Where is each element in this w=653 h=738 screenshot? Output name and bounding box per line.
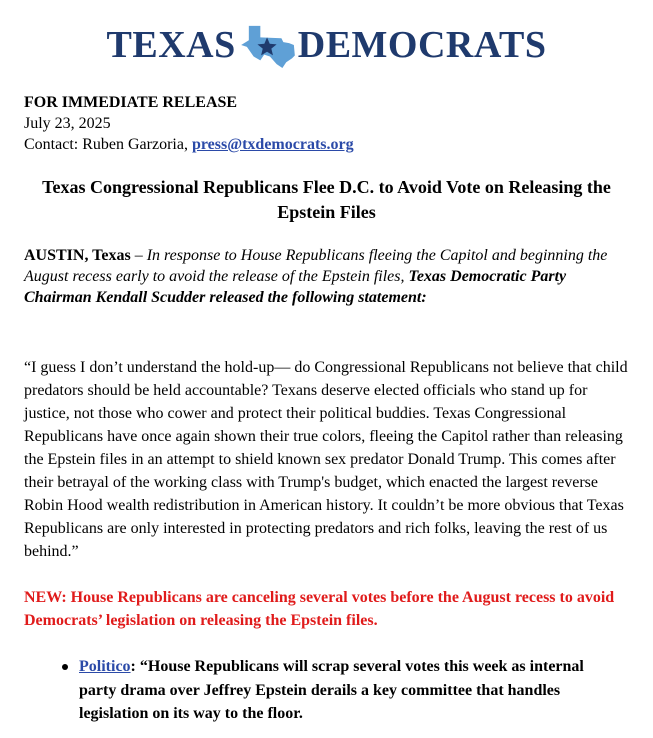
release-date: July 23, 2025 — [24, 115, 111, 132]
source-quote: : “House Republicans will scrap several votes this week as internal party drama over Jeffrey Epstein derails a key committee that handles legislation on its way to the floor. — [79, 658, 584, 722]
statement-quote: “I guess I don’t understand the hold-up— do Congressional Republicans not believe that child predators should be held accountable? Texans deserve elected officials who stand up for justice, not those who cower and protect their political buddies. Texas Congressional Republicans have once again shown their true colors, fleeing the Capitol rather than releasing the Epstein files in an attempt to shield known sex predator Donald Trump. This comes after their betrayal of the working class with Trump's budget, which enacted the largest reverse Robin Hood wealth redistribution in American history. It couldn’t be more obvious that Texas Republicans are only interested in protecting predators and rich folks, leaving the rest of us behind.” — [24, 359, 628, 560]
list-item — [0, 655, 619, 726]
news-alert: NEW: House Republicans are canceling several votes before the August recess to avoid Democrats’ legislation on releasing the Epstein files. — [24, 589, 615, 629]
logo — [0, 22, 653, 68]
release-label: FOR IMMEDIATE RELEASE — [24, 94, 238, 111]
bullet-icon — [62, 664, 68, 670]
dateline: AUSTIN, Texas — [24, 247, 131, 264]
contact-prefix: Contact: Ruben Garzoria, — [24, 136, 188, 153]
logo-text-right: DEMOCRATS — [297, 24, 547, 66]
contact-email-link[interactable]: press@txdemocrats.org — [191, 136, 354, 153]
texas-star-icon — [239, 22, 297, 68]
dateline-dash: – — [130, 247, 147, 264]
lead-chair: Texas Democratic Party Chairman Kendall Scudder released the following statement: — [24, 268, 567, 306]
release-meta — [24, 92, 354, 155]
logo-text-left: TEXAS — [106, 24, 236, 66]
page-title: Texas Congressional Republicans Flee D.C. to Avoid Vote on Releasing the Epstein Files — [42, 177, 611, 222]
contact-line — [24, 134, 354, 155]
lead-paragraph — [24, 245, 629, 308]
source-link-politico[interactable]: Politico — [79, 658, 131, 675]
lead-intro: In response to House Republicans fleeing the Capitol and beginning the August recess early to avoid the release of the Epstein files, — [24, 247, 608, 285]
source-list — [0, 655, 653, 726]
